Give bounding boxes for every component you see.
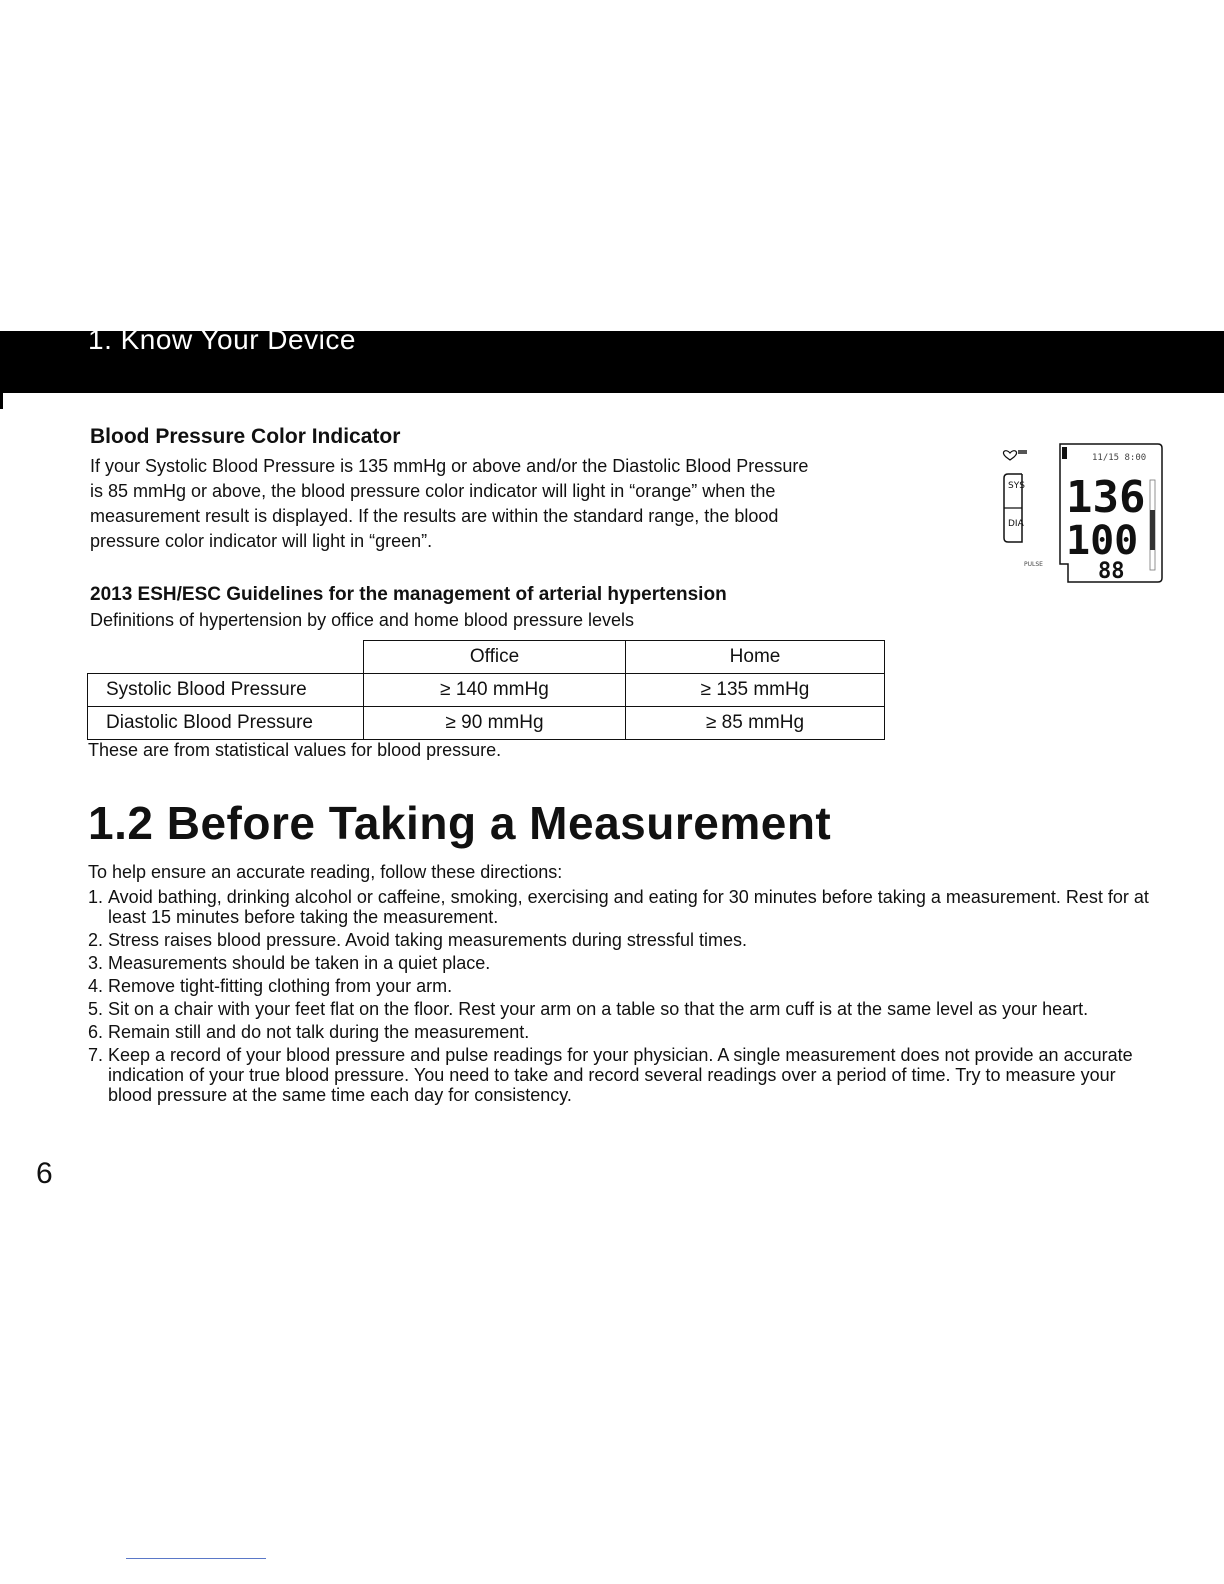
device-display-illustration xyxy=(1000,440,1165,585)
diastolic-readout: 100 xyxy=(1066,518,1139,564)
column-header-office: Office xyxy=(364,641,626,674)
hypertension-table xyxy=(87,640,885,740)
directions-list xyxy=(88,887,1153,1108)
table-header-row xyxy=(88,641,885,674)
item-number: 3. xyxy=(88,953,104,973)
margin-mark xyxy=(0,393,3,409)
list-item xyxy=(88,976,1153,996)
paragraph-line: If your Systolic Blood Pressure is 135 mmHg or above and/or the Diastolic Blood Pressure xyxy=(90,456,809,476)
item-number: 5. xyxy=(88,999,104,1019)
item-number: 6. xyxy=(88,1022,104,1042)
item-number: 7. xyxy=(88,1045,104,1065)
home-value: ≥ 135 mmHg xyxy=(626,674,885,707)
item-number: 2. xyxy=(88,930,104,950)
table-footnote: These are from statistical values for blood pressure. xyxy=(88,740,502,760)
guidelines-subheading: Definitions of hypertension by office and home blood pressure levels xyxy=(90,610,634,630)
user-icon xyxy=(1062,447,1067,459)
list-item xyxy=(88,953,1153,973)
footer-rule xyxy=(126,1558,266,1559)
office-value: ≥ 140 mmHg xyxy=(364,674,626,707)
list-item xyxy=(88,999,1153,1019)
heart-icon xyxy=(1003,450,1027,460)
directions-intro: To help ensure an accurate reading, follow these directions: xyxy=(88,862,563,882)
row-label: Systolic Blood Pressure xyxy=(88,674,364,707)
page-number: 6 xyxy=(36,1157,53,1190)
list-item xyxy=(88,930,1153,950)
sys-label: SYS xyxy=(1008,481,1025,491)
item-text: Remove tight-fitting clothing from your arm. xyxy=(108,976,453,996)
list-item xyxy=(88,887,1153,927)
color-indicator-scale xyxy=(1150,480,1155,570)
row-label: Diastolic Blood Pressure xyxy=(88,707,364,740)
list-item xyxy=(88,1022,1153,1042)
color-indicator-paragraph xyxy=(90,454,940,554)
pulse-label: PULSE xyxy=(1024,561,1043,568)
paragraph-line: pressure color indicator will light in “green”. xyxy=(90,531,433,551)
list-item xyxy=(88,1045,1153,1105)
color-indicator-heading: Blood Pressure Color Indicator xyxy=(90,425,401,448)
table-row xyxy=(88,674,885,707)
table-row xyxy=(88,707,885,740)
dia-label: DIA xyxy=(1008,519,1024,529)
paragraph-line: is 85 mmHg or above, the blood pressure color indicator will light in “orange” when the xyxy=(90,481,776,501)
item-number: 1. xyxy=(88,887,104,907)
paragraph-line: measurement result is displayed. If the results are within the standard range, the blood xyxy=(90,506,779,526)
item-number: 4. xyxy=(88,976,104,996)
item-text: Avoid bathing, drinking alcohol or caffeine, smoking, exercising and eating for 30 minutes before taking a measurement. Rest for at least 15 minutes before taking the measurement. xyxy=(108,887,1149,927)
section-title: 1.2 Before Taking a Measurement xyxy=(88,797,832,849)
guidelines-heading: 2013 ESH/ESC Guidelines for the management of arterial hypertension xyxy=(90,584,727,605)
pulse-readout: 88 xyxy=(1098,559,1125,584)
systolic-readout: 136 xyxy=(1066,472,1146,523)
item-text: Remain still and do not talk during the measurement. xyxy=(108,1022,530,1042)
item-text: Sit on a chair with your feet flat on the floor. Rest your arm on a table so that the arm cuff is at the same level as your heart. xyxy=(108,999,1089,1019)
column-header-home: Home xyxy=(626,641,885,674)
item-text: Stress raises blood pressure. Avoid taking measurements during stressful times. xyxy=(108,930,747,950)
item-text: Measurements should be taken in a quiet place. xyxy=(108,953,491,973)
item-text: Keep a record of your blood pressure and pulse readings for your physician. A single measurement does not provide an accurate indication of your true blood pressure. You need to take and record several readings over a period of time. Try to measure your blood pressure at the same time each day for consistency. xyxy=(108,1045,1133,1105)
office-value: ≥ 90 mmHg xyxy=(364,707,626,740)
date-time-readout: 11/15 8:00 xyxy=(1092,453,1147,463)
home-value: ≥ 85 mmHg xyxy=(626,707,885,740)
section-header-title: 1. Know Your Device xyxy=(88,324,356,355)
table-corner-cell xyxy=(88,641,364,674)
